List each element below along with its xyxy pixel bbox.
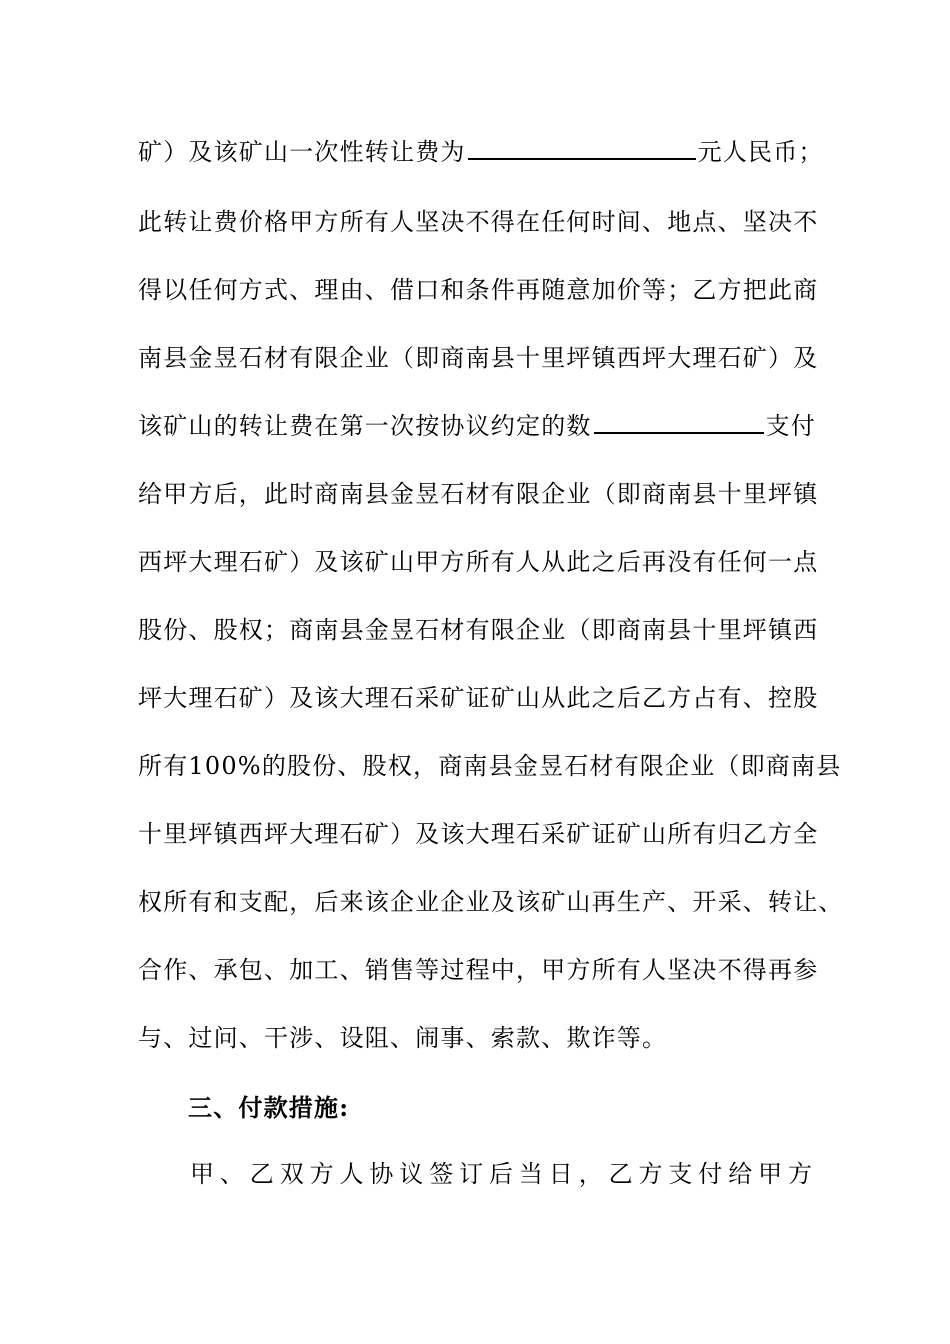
line-1-text-a: 矿）及该矿山一次性转让费为 <box>138 138 466 166</box>
paragraph-line-4: 南县金昱石材有限企业（即商南县十里坪镇西坪大理石矿）及 <box>138 344 819 372</box>
paragraph-line-7: 西坪大理石矿）及该矿山甲方所有人从此之后再没有任何一点 <box>138 548 819 576</box>
paragraph-line-11: 十里坪镇西坪大理石矿）及该大理石采矿证矿山所有归乙方全 <box>138 820 819 848</box>
paragraph-line-13: 合作、承包、加工、销售等过程中，甲方所有人坚决不得再参 <box>138 956 819 984</box>
payment-amount-blank <box>594 412 764 434</box>
paragraph-line-10: 所有100%的股份、股权，商南县金昱石材有限企业（即商南县 <box>138 752 842 780</box>
fee-amount-blank <box>468 138 696 160</box>
paragraph-line-1 <box>138 132 824 172</box>
paragraph-line-9: 坪大理石矿）及该大理石采矿证矿山从此之后乙方占有、控股 <box>138 684 819 712</box>
paragraph-line-5 <box>138 406 818 446</box>
section-3-heading: 三、付款措施: <box>188 1093 350 1122</box>
paragraph-line-3: 得以任何方式、理由、借口和条件再随意加价等；乙方把此商 <box>138 276 819 304</box>
section-3-line-1: 甲、乙双方人协议签订后当日，乙方支付给甲方 <box>190 1160 812 1188</box>
paragraph-line-12: 权所有和支配，后来该企业企业及该矿山再生产、开采、转让、 <box>138 888 844 916</box>
paragraph-line-2: 此转让费价格甲方所有人坚决不得在任何时间、地点、坚决不 <box>138 208 819 236</box>
line-1-text-b: 元人民币； <box>697 138 824 166</box>
paragraph-line-6: 给甲方后，此时商南县金昱石材有限企业（即商南县十里坪镇 <box>138 480 819 508</box>
paragraph-line-8: 股份、股权；商南县金昱石材有限企业（即商南县十里坪镇西 <box>138 616 819 644</box>
paragraph-line-14: 与、过问、干涉、设阻、闹事、索款、欺诈等。 <box>138 1024 668 1052</box>
line-5-text-b: 支付 <box>765 412 817 440</box>
line-5-text-a: 该矿山的转让费在第一次按协议约定的数 <box>138 412 592 440</box>
